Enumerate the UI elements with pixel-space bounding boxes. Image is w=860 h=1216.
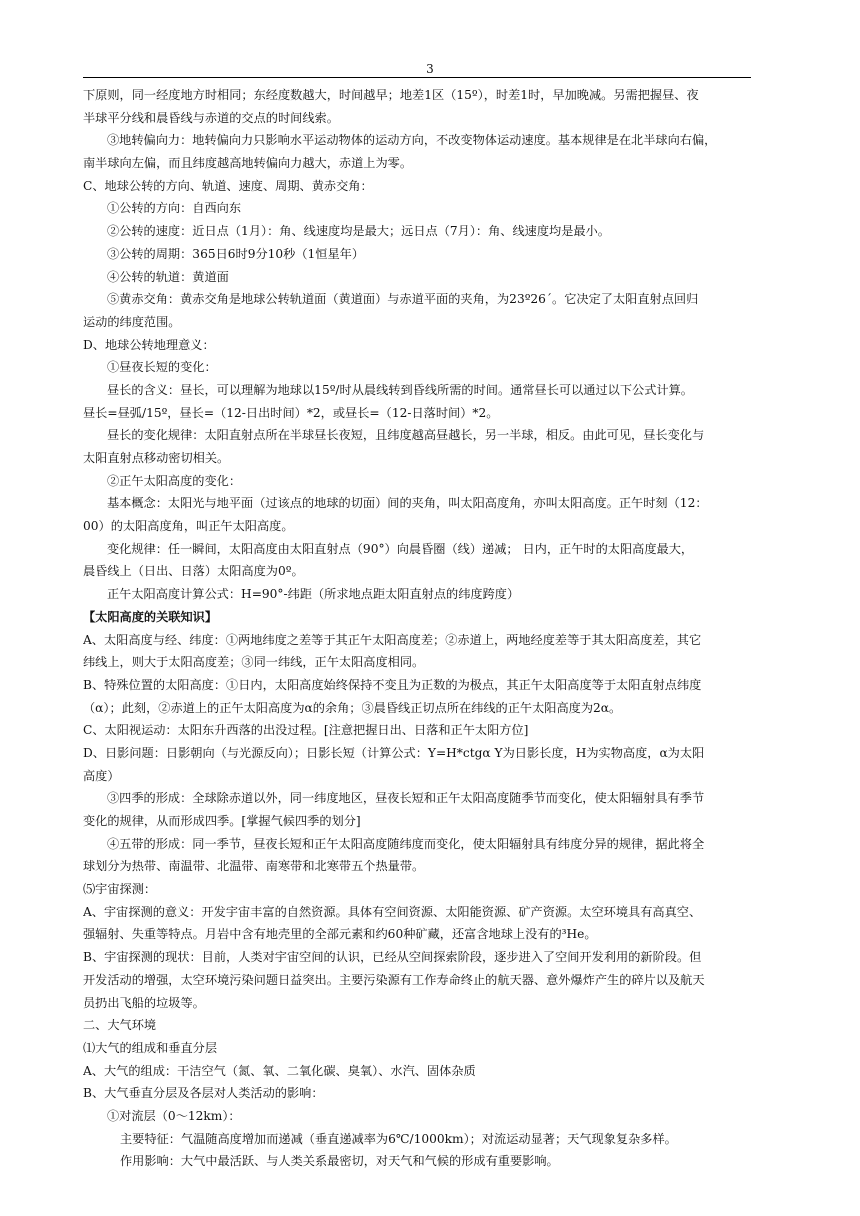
text-line: 高度） bbox=[83, 768, 120, 783]
text-line: 【太阳高度的关联知识】 bbox=[83, 609, 218, 624]
text-line: 昼长=昼弧/15º，昼长=（12-日出时间）*2，或昼长=（12-日落时间）*2。 bbox=[83, 405, 499, 420]
text-line: ③地转偏向力：地转偏向力只影响水平运动物体的运动方向，不改变物体运动速度。基本规律是在北半球向右偏， bbox=[107, 133, 717, 148]
text-line: B、宇宙探测的现状：目前，人类对宇宙空间的认识，已经从空间探索阶段，逐步进入了空间开发利用的新阶段。但 bbox=[83, 950, 702, 965]
text-line: ⑤黄赤交角：黄赤交角是地球公转轨道面（黄道面）与赤道平面的夹角，为23º26ˊ。它决定了太阳直射点回归 bbox=[107, 292, 699, 307]
text-line: 运动的纬度范围。 bbox=[83, 314, 181, 329]
text-line: 球划分为热带、南温带、北温带、南寒带和北寒带五个热量带。 bbox=[83, 859, 425, 874]
text-line: ③四季的形成：全球除赤道以外，同一纬度地区，昼夜长短和正午太阳高度随季节而变化，使太阳辐射具有季节 bbox=[107, 791, 705, 806]
text-line: 昼长的含义：昼长，可以理解为地球以15º/时从晨线转到昏线所需的时间。通常昼长可以通过以下公式计算。 bbox=[107, 382, 693, 397]
text-line: ②正午太阳高度的变化： bbox=[107, 473, 242, 488]
text-line: 变化的规律，从而形成四季。[掌握气候四季的划分] bbox=[83, 814, 361, 828]
text-line: ①公转的方向：自西向东 bbox=[107, 201, 242, 216]
text-line: A、太阳高度与经、纬度：①两地纬度之差等于其正午太阳高度差；②赤道上，两地经度差等于其太阳高度差，其它 bbox=[83, 632, 702, 647]
text-line: ⑴大气的组成和垂直分层 bbox=[83, 1040, 218, 1055]
text-line: A、宇宙探测的意义：开发宇宙丰富的自然资源。具体有空间资源、太阳能资源、矿产资源。太空环境具有高真空、 bbox=[83, 904, 702, 919]
text-line: ⑸宇宙探测： bbox=[83, 882, 157, 897]
text-line: 开发活动的增强，太空环境污染问题日益突出。主要污染源有工作寿命终止的航天器、意外爆炸产生的碎片以及航天 bbox=[83, 972, 705, 987]
text-line: 二、大气环境 bbox=[83, 1018, 157, 1033]
text-line: ③公转的周期：365日6时9分10秒（1恒星年） bbox=[107, 246, 365, 261]
text-line: ②公转的速度：近日点（1月）：角、线速度均是最大；远日点（7月）：角、线速度均是最小。 bbox=[107, 224, 610, 239]
text-line: 强辐射、失重等特点。月岩中含有地壳里的全部元素和约60种矿藏，还富含地球上没有的³He。 bbox=[83, 927, 597, 942]
text-line: 半球平分线和晨昏线与赤道的交点的时间线索。 bbox=[83, 110, 339, 125]
text-line: B、特殊位置的太阳高度：①日内，太阳高度始终保持不变且为正数的为极点，其正午太阳高度等于太阳直射点纬度 bbox=[83, 677, 702, 692]
text-line: 南半球向左偏，而且纬度越高地转偏向力越大，赤道上为零。 bbox=[83, 156, 413, 171]
text-line: 主要特征：气温随高度增加而递减（垂直递减率为6℃/1000km）；对流运动显著；天气现象复杂多样。 bbox=[120, 1131, 677, 1146]
text-line: A、大气的组成：干洁空气（氮、氧、二氧化碳、臭氧）、水汽、固体杂质 bbox=[83, 1063, 476, 1078]
text-line: 太阳直射点移动密切相关。 bbox=[83, 451, 230, 465]
text-line: ④公转的轨道：黄道面 bbox=[107, 269, 229, 284]
page-number: 3 bbox=[426, 62, 434, 76]
text-line: 晨昏线上（日出、日落）太阳高度为0º。 bbox=[83, 564, 304, 579]
text-line: 下原则，同一经度地方时相同；东经度数越大，时间越早；地差1区（15º），时差1时，早加晚减。另需把握昼、夜 bbox=[83, 88, 699, 102]
text-line: D、地球公转地理意义： bbox=[83, 337, 215, 352]
text-line: 纬线上，则大于太阳高度差；③同一纬线，正午太阳高度相同。 bbox=[83, 655, 425, 670]
text-line: ①对流层（0～12km）： bbox=[107, 1108, 241, 1123]
text-line: C、地球公转的方向、轨道、速度、周期、黄赤交角： bbox=[83, 178, 373, 193]
text-line: （α）；此刻，②赤道上的正午太阳高度为α的余角；③晨昏线正切点所在纬线的正午太阳高度为2α。 bbox=[83, 700, 622, 715]
text-line: 作用影响：大气中最活跃、与人类关系最密切，对天气和气候的形成有重要影响。 bbox=[120, 1154, 559, 1169]
text-line: B、大气垂直分层及各层对人类活动的影响： bbox=[83, 1086, 324, 1101]
text-line: ①昼夜长短的变化： bbox=[107, 360, 217, 375]
text-line: 基本概念：太阳光与地平面（过该点的地球的切面）间的夹角，叫太阳高度角，亦叫太阳高度。正午时刻（12： bbox=[107, 496, 708, 511]
text-line: 正午太阳高度计算公式：H=90°-纬距（所求地点距太阳直射点的纬度跨度） bbox=[107, 587, 520, 602]
header-rule bbox=[83, 77, 751, 78]
text-line: 员扔出飞船的垃圾等。 bbox=[83, 995, 205, 1010]
document-body bbox=[83, 84, 773, 1173]
text-line: 00）的太阳高度角，叫正午太阳高度。 bbox=[83, 519, 294, 534]
text-line: 昼长的变化规律：太阳直射点所在半球昼长夜短，且纬度越高昼越长，另一半球，相反。由此可见，昼长变化与 bbox=[107, 428, 705, 443]
text-line: ④五带的形成：同一季节，昼夜长短和正午太阳高度随纬度而变化，使太阳辐射具有纬度分异的规律，据此将全 bbox=[107, 836, 705, 851]
text-line: C、太阳视运动：太阳东升西落的出没过程。[注意把握日出、日落和正午太阳方位] bbox=[83, 723, 529, 738]
text-line: 变化规律：任一瞬间，太阳高度由太阳直射点（90°）向晨昏圈（线）递减； 日内，正午时的太阳高度最大， bbox=[107, 541, 694, 556]
text-line: D、日影问题：日影朝向（与光源反向）；日影长短（计算公式：Y=H*ctgα Y为日影长度，H为实物高度，α为太阳 bbox=[83, 745, 705, 760]
